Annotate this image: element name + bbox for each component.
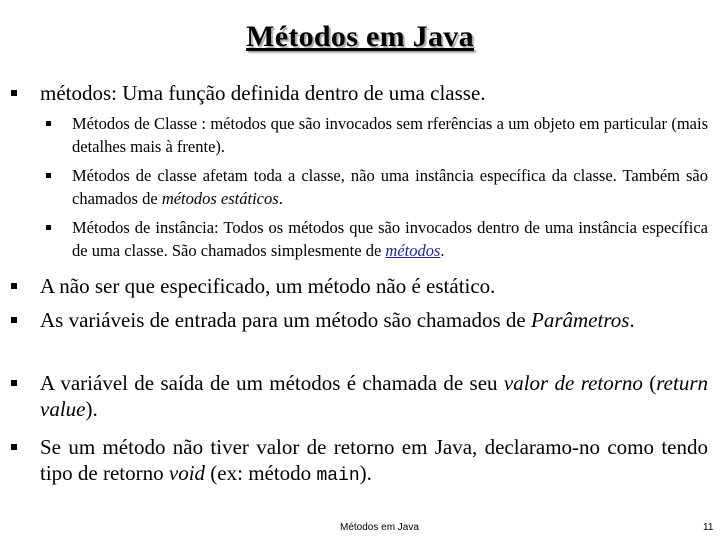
punctuation: . — [278, 189, 283, 208]
bullet-void-return — [40, 434, 708, 489]
emphasis-void: void — [168, 461, 206, 485]
bullet-marker — [46, 225, 51, 230]
slide-title: Métodos em Java — [246, 20, 474, 53]
bullet-text-continued: (ex: método — [205, 461, 317, 485]
bullet-text: Métodos de instância: Todos os métodos que são invocados dentro de uma instância específica de uma classe. São chamados simplesmente de — [72, 218, 708, 260]
bullet-not-static-default — [40, 273, 708, 299]
footer-title: Métodos em Java — [340, 522, 419, 533]
bullet-marker — [11, 90, 17, 96]
emphasis-static-methods: métodos estáticos — [161, 189, 279, 208]
bullet-marker — [46, 173, 51, 178]
punctuation: ). — [85, 397, 98, 421]
bullet-marker — [11, 283, 17, 289]
bullet-text: métodos: Uma função definida dentro de uma classe. — [40, 81, 486, 105]
punctuation: . — [440, 241, 445, 260]
page-number: 11 — [703, 522, 714, 533]
emphasis-parameters: Parâmetros — [531, 308, 630, 332]
emphasis-return-value: valor de retorno — [503, 371, 643, 395]
bullet-marker — [11, 380, 17, 386]
bullet-marker — [11, 317, 17, 323]
subbullet-class-methods — [72, 112, 708, 158]
code-main: main — [316, 466, 360, 486]
bullet-text: A não ser que especificado, um método não é estático. — [40, 274, 496, 298]
bullet-marker — [46, 121, 51, 126]
bullet-marker — [11, 444, 17, 450]
subbullet-class-methods-effect — [72, 164, 708, 210]
punctuation: . — [629, 308, 635, 332]
punctuation: ( — [642, 371, 657, 395]
punctuation: ). — [359, 461, 372, 485]
subbullet-instance-methods — [72, 216, 708, 262]
bullet-text: As variáveis de entrada para um método são chamados de — [40, 308, 531, 332]
bullet-parameters — [40, 307, 708, 333]
bullet-methods-definition — [40, 80, 708, 106]
bullet-return-value — [40, 370, 708, 422]
bullet-text: Se um método não tiver valor de retorno em Java, declaramo-no como tendo tipo de retorno — [40, 435, 708, 485]
emphasis-return-value-en: return value — [40, 371, 709, 421]
bullet-text: A variável de saída de um métodos é chamada de seu — [40, 371, 504, 395]
bullet-text: Métodos de classe afetam toda a classe, não uma instância específica da classe. Também são chamados de — [72, 166, 708, 208]
bullet-text: Métodos de Classe : métodos que são invocados sem rferências a um objeto em particular (mais detalhes mais à frente). — [72, 114, 708, 156]
methods-link[interactable]: métodos — [385, 241, 441, 260]
